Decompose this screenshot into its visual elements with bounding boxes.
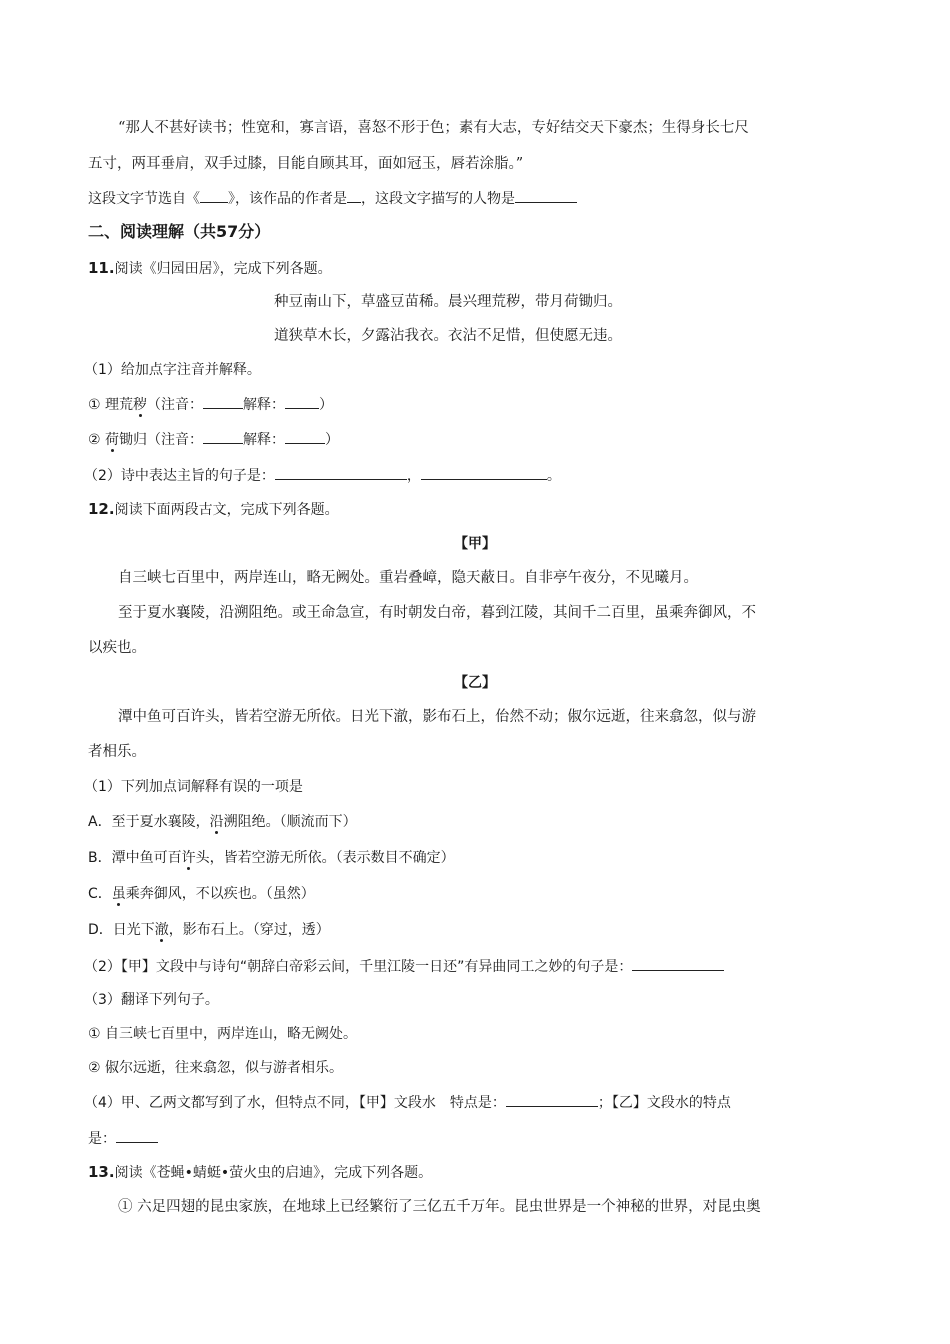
q11-item2-text-b: 锄归（注音： xyxy=(119,432,204,448)
q11-poem-line-2: 道狭草木长，夕露沾我衣。衣沾不足惜，但使愿无违。 xyxy=(274,328,622,344)
q11-sub1: （1）给加点字注音并解释。 xyxy=(84,362,261,378)
q12-option-c-text-b: 乘奔御风，不以疾也。（虽然） xyxy=(125,886,315,902)
q12-sub4-blank-yi[interactable] xyxy=(116,1128,158,1143)
q12-intro xyxy=(88,499,339,520)
q12-sub4-text-a: （4）甲、乙两文都写到了水，但特点不同，【甲】文段水 特点是： xyxy=(84,1095,506,1111)
q12-sub2 xyxy=(84,956,724,977)
q12-sub4-cont xyxy=(88,1128,158,1149)
q12-jia-paragraph-2-line-2: 以疾也。 xyxy=(88,640,146,656)
q12-yi-paragraph-line-1: 潭中鱼可百许头，皆若空游无所依。日光下澈，影布石上，佁然不动；俶尔远逝，往来翕忽，似与游 xyxy=(118,709,756,725)
q11-item2-text-d: ） xyxy=(325,432,340,448)
q12-yi-label: 【乙】 xyxy=(454,675,496,691)
q12-option-a[interactable] xyxy=(88,812,357,832)
q11-item1-blank-meaning[interactable] xyxy=(285,394,319,409)
q11-item1-text-c: 解释： xyxy=(243,397,286,413)
q11-poem-line-1: 种豆南山下，草盛豆苗稀。晨兴理荒秽，带月荷锄归。 xyxy=(274,294,622,310)
q12-jia-paragraph-2-line-1: 至于夏水襄陵，沿溯阻绝。或王命急宣，有时朝发白帝，暮到江陵，其间千二百里，虽乘奔御风，不 xyxy=(118,605,756,621)
q12-sub4-text-c: 是： xyxy=(88,1131,116,1147)
q12-option-a-text-b: 溯阻绝。（顺流而下） xyxy=(223,814,357,830)
q12-sub1: （1）下列加点词解释有误的一项是 xyxy=(84,779,303,795)
q12-number: 12. xyxy=(88,500,115,518)
q11-item1-dotted-char: 秽 xyxy=(133,397,148,413)
q12-option-d-text-b: ，影布石上。（穿过，透） xyxy=(168,922,330,938)
q10-question xyxy=(88,188,577,209)
q12-option-d-dotted-char: 澈 xyxy=(154,922,169,938)
q12-option-c[interactable] xyxy=(88,884,315,904)
q10-blank-book[interactable] xyxy=(200,188,228,203)
q12-option-d[interactable] xyxy=(88,920,330,940)
q10-quote-line-1: “那人不甚好读书；性宽和，寡言语，喜怒不形于色；素有大志，专好结交天下豪杰；生得身长七尺 xyxy=(118,120,749,136)
q10-question-part-c: ，这段文字描写的人物是 xyxy=(361,191,515,207)
q12-option-c-text-a: C． xyxy=(88,886,112,902)
q12-option-b-dotted-char: 许 xyxy=(181,850,196,866)
q12-intro-text: 阅读下面两段古文，完成下列各题。 xyxy=(114,502,339,518)
q12-option-c-dotted-char: 虽 xyxy=(111,886,126,902)
q12-option-b-text-a: B．潭中鱼可百 xyxy=(88,850,182,866)
q12-translate-2: ② 俶尔远逝，往来翕忽，似与游者相乐。 xyxy=(88,1060,343,1076)
q11-sub2-text-b: ， xyxy=(406,468,421,484)
q12-sub4 xyxy=(84,1092,731,1113)
q11-item2-dotted-char: 荷 xyxy=(105,432,120,448)
q12-sub4-blank-jia[interactable] xyxy=(506,1092,598,1107)
q11-intro xyxy=(88,258,332,279)
q11-sub2 xyxy=(84,465,561,486)
q11-item2-blank-pinyin[interactable] xyxy=(203,429,243,444)
q12-jia-paragraph-1: 自三峡七百里中，两岸连山，略无阙处。重岩叠嶂，隐天蔽日。自非亭午夜分，不见曦月。 xyxy=(118,570,698,586)
q11-item1-text-d: ） xyxy=(319,397,334,413)
q11-item2-text-a: ② xyxy=(88,432,106,448)
q11-intro-text: 阅读《归园田居》，完成下列各题。 xyxy=(114,261,332,277)
q11-item1-blank-pinyin[interactable] xyxy=(203,394,243,409)
q11-item-1 xyxy=(88,394,333,415)
q12-option-a-dotted-char: 沿 xyxy=(209,814,224,830)
q13-number: 13. xyxy=(88,1163,115,1181)
q12-jia-label: 【甲】 xyxy=(454,536,496,552)
q13-intro xyxy=(88,1162,432,1183)
q12-option-b-text-b: 头，皆若空游无所依。（表示数目不确定） xyxy=(195,850,455,866)
q11-item1-text-a: ① 理荒 xyxy=(88,397,134,413)
q11-item1-text-b: （注音： xyxy=(147,397,204,413)
q10-question-part-a: 这段文字节选自《 xyxy=(88,191,200,207)
q11-sub2-text-c: 。 xyxy=(546,468,561,484)
q11-sub2-blank-2[interactable] xyxy=(421,465,547,480)
q11-sub2-blank-1[interactable] xyxy=(275,465,407,480)
q11-item2-blank-meaning[interactable] xyxy=(285,429,325,444)
section-heading: 二、阅读理解（共57分） xyxy=(88,222,271,241)
q12-translate-1: ① 自三峡七百里中，两岸连山，略无阙处。 xyxy=(88,1026,357,1042)
q12-option-a-text-a: A．至于夏水襄陵， xyxy=(88,814,210,830)
q10-blank-character[interactable] xyxy=(515,188,577,203)
q11-sub2-text-a: （2）诗中表达主旨的句子是： xyxy=(84,468,275,484)
q12-sub2-blank[interactable] xyxy=(632,956,724,971)
q12-sub2-text: （2）【甲】文段中与诗句“朝辞白帝彩云间，千里江陵一日还”有异曲同工之妙的句子是： xyxy=(84,959,633,975)
q10-blank-author[interactable] xyxy=(347,188,361,203)
q12-sub3: （3）翻译下列句子。 xyxy=(84,992,219,1008)
q13-intro-text: 阅读《苍蝇•蜻蜓•萤火虫的启迪》，完成下列各题。 xyxy=(114,1165,433,1181)
q11-item2-text-c: 解释： xyxy=(243,432,286,448)
q12-option-b[interactable] xyxy=(88,848,455,868)
q10-quote-line-2: 五寸，两耳垂肩，双手过膝，目能自顾其耳，面如冠玉，唇若涂脂。” xyxy=(88,156,524,172)
q13-paragraph-1: ① 六足四翅的昆虫家族，在地球上已经繁衍了三亿五千万年。昆虫世界是一个神秘的世界，对昆虫奥 xyxy=(118,1199,761,1215)
q12-sub4-text-b: ；【乙】文段水的特点 xyxy=(597,1095,731,1111)
q12-yi-paragraph-line-2: 者相乐。 xyxy=(88,744,146,760)
q12-option-d-text-a: D．日光下 xyxy=(88,922,155,938)
q11-item-2 xyxy=(88,429,339,450)
q10-question-part-b: 》，该作品的作者是 xyxy=(228,191,347,207)
q11-number: 11. xyxy=(88,259,115,277)
